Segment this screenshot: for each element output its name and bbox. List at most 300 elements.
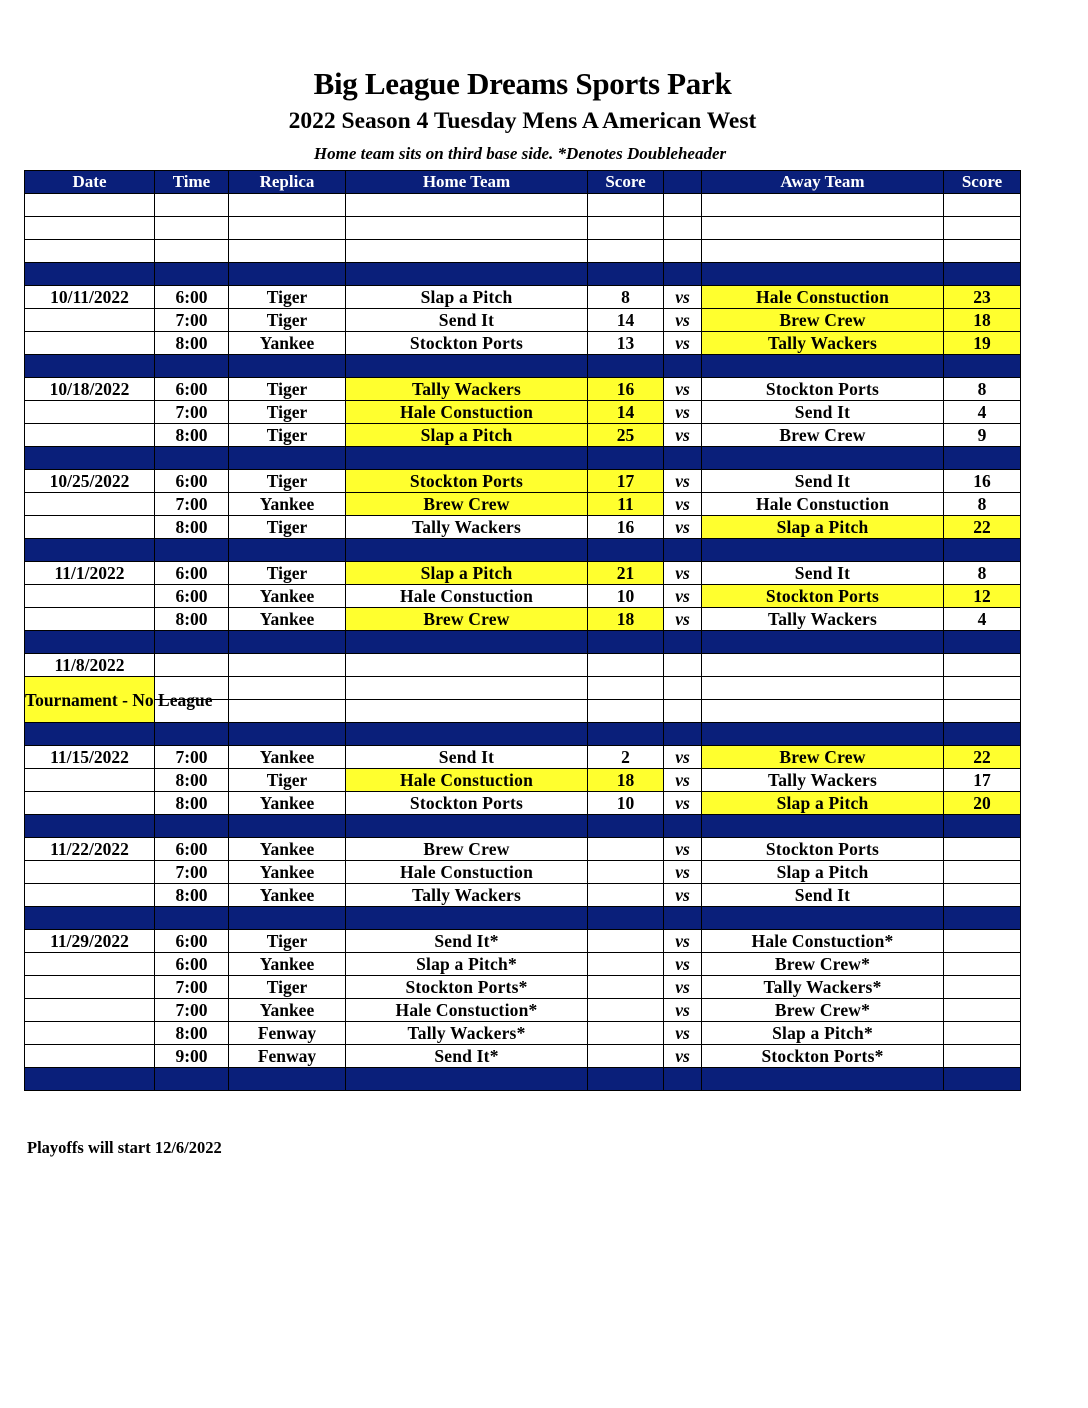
field-cell: Fenway — [229, 1045, 346, 1068]
blank-cell — [346, 700, 588, 723]
home-score-cell: 16 — [588, 516, 664, 539]
blank-cell — [229, 677, 346, 700]
time-cell: 6:00 — [155, 930, 229, 953]
blank-cell — [155, 240, 229, 263]
away-team-cell: Brew Crew — [702, 309, 944, 332]
home-score-cell — [588, 999, 664, 1022]
blank-cell — [588, 194, 664, 217]
separator-cell — [155, 631, 229, 654]
date-cell: 10/11/2022 — [25, 286, 155, 309]
game-row — [25, 516, 1021, 539]
separator-cell — [155, 907, 229, 930]
separator-cell — [702, 263, 944, 286]
separator-cell — [664, 631, 702, 654]
vs-cell: vs — [664, 516, 702, 539]
field-cell: Tiger — [229, 309, 346, 332]
vs-cell: vs — [664, 493, 702, 516]
separator-cell — [588, 355, 664, 378]
separator-cell — [588, 631, 664, 654]
separator-cell — [588, 815, 664, 838]
separator-row — [25, 723, 1021, 746]
away-score-cell: 4 — [944, 608, 1021, 631]
blank-cell — [664, 240, 702, 263]
separator-cell — [702, 815, 944, 838]
schedule-note: Home team sits on third base side. *Denotes Doubleheader — [313, 144, 727, 163]
field-cell: Yankee — [229, 585, 346, 608]
game-row — [25, 493, 1021, 516]
field-cell: Tiger — [229, 976, 346, 999]
separator-cell — [346, 907, 588, 930]
separator-cell — [155, 723, 229, 746]
away-score-cell: 9 — [944, 424, 1021, 447]
separator-row — [25, 539, 1021, 562]
home-team-cell: Stockton Ports — [346, 792, 588, 815]
away-score-cell — [944, 930, 1021, 953]
blank-cell — [702, 700, 944, 723]
separator-cell — [25, 631, 155, 654]
separator-cell — [588, 447, 664, 470]
vs-cell: vs — [664, 470, 702, 493]
field-cell: Tiger — [229, 424, 346, 447]
date-cell: 11/22/2022 — [25, 838, 155, 861]
separator-cell — [664, 815, 702, 838]
separator-cell — [229, 1068, 346, 1091]
home-team-cell: Send It* — [346, 1045, 588, 1068]
separator-cell — [346, 1068, 588, 1091]
col-away-score: Score — [944, 171, 1021, 194]
blank-cell — [944, 240, 1021, 263]
blank-row — [25, 240, 1021, 263]
away-score-cell: 8 — [944, 378, 1021, 401]
home-team-cell: Tally Wackers — [346, 516, 588, 539]
time-cell: 7:00 — [155, 401, 229, 424]
field-cell: Tiger — [229, 769, 346, 792]
blank-cell — [664, 677, 702, 700]
home-score-cell: 14 — [588, 309, 664, 332]
date-cell — [25, 401, 155, 424]
separator-cell — [25, 355, 155, 378]
away-team-cell: Tally Wackers — [702, 769, 944, 792]
away-team-cell: Slap a Pitch — [702, 861, 944, 884]
separator-cell — [346, 263, 588, 286]
blank-cell — [346, 217, 588, 240]
vs-cell: vs — [664, 309, 702, 332]
field-cell: Tiger — [229, 286, 346, 309]
away-score-cell: 20 — [944, 792, 1021, 815]
home-score-cell: 11 — [588, 493, 664, 516]
vs-cell: vs — [664, 930, 702, 953]
away-team-cell: Brew Crew* — [702, 999, 944, 1022]
away-score-cell: 16 — [944, 470, 1021, 493]
game-row — [25, 930, 1021, 953]
blank-row — [25, 194, 1021, 217]
game-row — [25, 470, 1021, 493]
blank-cell — [346, 240, 588, 263]
home-score-cell: 10 — [588, 792, 664, 815]
vs-cell: vs — [664, 976, 702, 999]
blank-cell — [229, 654, 346, 677]
away-score-cell: 22 — [944, 516, 1021, 539]
separator-row — [25, 631, 1021, 654]
blank-cell — [588, 700, 664, 723]
field-cell: Tiger — [229, 470, 346, 493]
separator-cell — [664, 447, 702, 470]
away-team-cell: Stockton Ports — [702, 585, 944, 608]
separator-cell — [346, 447, 588, 470]
separator-cell — [702, 631, 944, 654]
col-vs — [664, 171, 702, 194]
time-cell: 6:00 — [155, 953, 229, 976]
game-row — [25, 861, 1021, 884]
separator-cell — [702, 1068, 944, 1091]
away-score-cell: 23 — [944, 286, 1021, 309]
field-cell: Tiger — [229, 930, 346, 953]
tournament-row — [25, 677, 1021, 700]
date-cell — [25, 424, 155, 447]
separator-cell — [944, 815, 1021, 838]
game-row — [25, 562, 1021, 585]
separator-cell — [229, 815, 346, 838]
vs-cell: vs — [664, 838, 702, 861]
home-team-cell: Send It* — [346, 930, 588, 953]
date-cell — [25, 861, 155, 884]
separator-cell — [664, 907, 702, 930]
home-team-cell: Slap a Pitch — [346, 562, 588, 585]
blank-cell — [664, 217, 702, 240]
time-cell: 9:00 — [155, 1045, 229, 1068]
separator-cell — [25, 1068, 155, 1091]
blank-cell — [702, 217, 944, 240]
blank-cell — [346, 654, 588, 677]
vs-cell: vs — [664, 585, 702, 608]
blank-cell — [702, 677, 944, 700]
separator-row — [25, 263, 1021, 286]
home-team-cell: Stockton Ports — [346, 332, 588, 355]
vs-cell: vs — [664, 1045, 702, 1068]
time-cell: 6:00 — [155, 378, 229, 401]
date-cell: 10/18/2022 — [25, 378, 155, 401]
separator-cell — [664, 1068, 702, 1091]
away-team-cell: Send It — [702, 470, 944, 493]
date-cell — [25, 1022, 155, 1045]
away-team-cell: Brew Crew* — [702, 953, 944, 976]
header-row — [25, 171, 1021, 194]
blank-cell — [155, 654, 229, 677]
blank-cell — [944, 677, 1021, 700]
away-team-cell: Slap a Pitch — [702, 792, 944, 815]
away-score-cell: 4 — [944, 401, 1021, 424]
date-cell — [25, 769, 155, 792]
home-score-cell — [588, 838, 664, 861]
date-cell: 11/1/2022 — [25, 562, 155, 585]
field-cell: Yankee — [229, 792, 346, 815]
vs-cell: vs — [664, 562, 702, 585]
separator-cell — [229, 355, 346, 378]
separator-cell — [155, 355, 229, 378]
time-cell: 7:00 — [155, 976, 229, 999]
game-row — [25, 424, 1021, 447]
date-cell: 11/15/2022 — [25, 746, 155, 769]
page-title: Big League Dreams Sports Park — [313, 66, 732, 101]
away-score-cell: 18 — [944, 309, 1021, 332]
home-team-cell: Slap a Pitch — [346, 286, 588, 309]
home-team-cell: Slap a Pitch — [346, 424, 588, 447]
date-cell: 11/8/2022 — [25, 654, 155, 677]
home-score-cell — [588, 930, 664, 953]
separator-cell — [346, 355, 588, 378]
time-cell: 8:00 — [155, 608, 229, 631]
away-team-cell: Hale Constuction* — [702, 930, 944, 953]
vs-cell: vs — [664, 424, 702, 447]
separator-cell — [588, 263, 664, 286]
home-score-cell — [588, 861, 664, 884]
separator-cell — [346, 539, 588, 562]
field-cell: Yankee — [229, 608, 346, 631]
separator-cell — [664, 355, 702, 378]
game-row — [25, 608, 1021, 631]
page-subtitle: 2022 Season 4 Tuesday Mens A American West — [288, 108, 757, 134]
time-cell: 8:00 — [155, 1022, 229, 1045]
vs-cell: vs — [664, 401, 702, 424]
blank-cell — [588, 677, 664, 700]
home-score-cell: 10 — [588, 585, 664, 608]
separator-row — [25, 815, 1021, 838]
home-team-cell: Hale Constuction — [346, 585, 588, 608]
separator-cell — [229, 447, 346, 470]
blank-cell — [702, 194, 944, 217]
away-team-cell: Send It — [702, 562, 944, 585]
game-row — [25, 769, 1021, 792]
date-cell: 11/29/2022 — [25, 930, 155, 953]
away-score-cell: 17 — [944, 769, 1021, 792]
separator-cell — [346, 631, 588, 654]
separator-row — [25, 355, 1021, 378]
home-score-cell — [588, 976, 664, 999]
date-cell — [25, 953, 155, 976]
home-team-cell: Hale Constuction — [346, 769, 588, 792]
separator-cell — [944, 539, 1021, 562]
time-cell: 8:00 — [155, 332, 229, 355]
separator-cell — [25, 907, 155, 930]
time-cell: 7:00 — [155, 861, 229, 884]
blank-cell — [229, 700, 346, 723]
date-cell — [25, 585, 155, 608]
separator-cell — [664, 263, 702, 286]
blank-cell — [155, 194, 229, 217]
time-cell: 8:00 — [155, 792, 229, 815]
field-cell: Yankee — [229, 953, 346, 976]
home-score-cell — [588, 884, 664, 907]
date-cell — [25, 976, 155, 999]
home-team-cell: Brew Crew — [346, 608, 588, 631]
away-score-cell — [944, 884, 1021, 907]
blank-cell — [944, 217, 1021, 240]
separator-cell — [229, 263, 346, 286]
game-row — [25, 792, 1021, 815]
blank-cell — [664, 654, 702, 677]
away-team-cell: Send It — [702, 401, 944, 424]
separator-cell — [155, 447, 229, 470]
separator-cell — [944, 723, 1021, 746]
away-score-cell — [944, 1022, 1021, 1045]
home-score-cell: 14 — [588, 401, 664, 424]
separator-cell — [944, 355, 1021, 378]
separator-cell — [155, 815, 229, 838]
blank-cell — [346, 194, 588, 217]
blank-cell — [25, 194, 155, 217]
blank-cell — [664, 194, 702, 217]
home-score-cell: 17 — [588, 470, 664, 493]
blank-cell — [702, 240, 944, 263]
date-cell — [25, 309, 155, 332]
time-cell: 8:00 — [155, 769, 229, 792]
separator-cell — [229, 723, 346, 746]
col-date: Date — [25, 171, 155, 194]
time-cell: 7:00 — [155, 309, 229, 332]
field-cell: Yankee — [229, 884, 346, 907]
home-team-cell: Slap a Pitch* — [346, 953, 588, 976]
separator-cell — [944, 631, 1021, 654]
separator-cell — [25, 723, 155, 746]
date-cell — [25, 999, 155, 1022]
separator-cell — [155, 539, 229, 562]
col-home-score: Score — [588, 171, 664, 194]
col-away-team: Away Team — [702, 171, 944, 194]
field-cell: Yankee — [229, 838, 346, 861]
blank-cell — [229, 240, 346, 263]
separator-cell — [25, 815, 155, 838]
away-team-cell: Send It — [702, 884, 944, 907]
separator-cell — [588, 723, 664, 746]
home-score-cell: 18 — [588, 769, 664, 792]
vs-cell: vs — [664, 953, 702, 976]
separator-row — [25, 907, 1021, 930]
blank-cell — [588, 654, 664, 677]
game-row — [25, 1022, 1021, 1045]
vs-cell: vs — [664, 746, 702, 769]
separator-cell — [229, 539, 346, 562]
home-score-cell: 18 — [588, 608, 664, 631]
game-row — [25, 401, 1021, 424]
date-cell — [25, 516, 155, 539]
game-row — [25, 309, 1021, 332]
time-cell: 8:00 — [155, 884, 229, 907]
blank-cell — [702, 654, 944, 677]
separator-cell — [944, 447, 1021, 470]
home-score-cell — [588, 1045, 664, 1068]
vs-cell: vs — [664, 769, 702, 792]
field-cell: Tiger — [229, 401, 346, 424]
blank-cell — [346, 677, 588, 700]
blank-cell — [155, 217, 229, 240]
away-team-cell: Brew Crew — [702, 746, 944, 769]
date-cell — [25, 1045, 155, 1068]
blank-cell — [944, 654, 1021, 677]
tournament-row — [25, 654, 1021, 677]
time-cell: 8:00 — [155, 516, 229, 539]
separator-cell — [702, 447, 944, 470]
away-score-cell — [944, 953, 1021, 976]
game-row — [25, 746, 1021, 769]
field-cell: Tiger — [229, 516, 346, 539]
separator-cell — [229, 907, 346, 930]
separator-cell — [702, 907, 944, 930]
game-row — [25, 976, 1021, 999]
home-team-cell: Brew Crew — [346, 838, 588, 861]
separator-cell — [944, 907, 1021, 930]
away-score-cell — [944, 861, 1021, 884]
separator-cell — [664, 723, 702, 746]
away-score-cell: 19 — [944, 332, 1021, 355]
game-row — [25, 332, 1021, 355]
vs-cell: vs — [664, 884, 702, 907]
time-cell: 7:00 — [155, 746, 229, 769]
field-cell: Tiger — [229, 562, 346, 585]
blank-cell — [664, 700, 702, 723]
away-team-cell: Hale Constuction — [702, 493, 944, 516]
home-team-cell: Hale Constuction* — [346, 999, 588, 1022]
vs-cell: vs — [664, 332, 702, 355]
vs-cell: vs — [664, 286, 702, 309]
away-score-cell: 12 — [944, 585, 1021, 608]
time-cell: 6:00 — [155, 470, 229, 493]
time-cell: 6:00 — [155, 838, 229, 861]
field-cell: Yankee — [229, 999, 346, 1022]
vs-cell: vs — [664, 999, 702, 1022]
home-team-cell: Stockton Ports* — [346, 976, 588, 999]
home-team-cell: Hale Constuction — [346, 861, 588, 884]
home-team-cell: Tally Wackers* — [346, 1022, 588, 1045]
blank-cell — [944, 700, 1021, 723]
time-cell: 7:00 — [155, 999, 229, 1022]
home-score-cell: 8 — [588, 286, 664, 309]
blank-cell — [25, 240, 155, 263]
tournament-label: Tournament - No League — [25, 677, 155, 723]
away-score-cell — [944, 1045, 1021, 1068]
away-team-cell: Stockton Ports — [702, 838, 944, 861]
blank-cell — [229, 194, 346, 217]
home-score-cell — [588, 1022, 664, 1045]
away-team-cell: Hale Constuction — [702, 286, 944, 309]
away-team-cell: Slap a Pitch* — [702, 1022, 944, 1045]
separator-cell — [25, 263, 155, 286]
game-row — [25, 884, 1021, 907]
separator-cell — [25, 447, 155, 470]
date-cell — [25, 792, 155, 815]
separator-cell — [346, 723, 588, 746]
away-team-cell: Slap a Pitch — [702, 516, 944, 539]
schedule-table — [24, 170, 1021, 1091]
home-team-cell: Tally Wackers — [346, 378, 588, 401]
separator-cell — [702, 723, 944, 746]
separator-row — [25, 447, 1021, 470]
field-cell: Yankee — [229, 332, 346, 355]
vs-cell: vs — [664, 608, 702, 631]
away-team-cell: Stockton Ports — [702, 378, 944, 401]
separator-cell — [588, 539, 664, 562]
date-cell — [25, 332, 155, 355]
home-team-cell: Tally Wackers — [346, 884, 588, 907]
home-score-cell: 25 — [588, 424, 664, 447]
away-team-cell: Stockton Ports* — [702, 1045, 944, 1068]
separator-cell — [229, 631, 346, 654]
field-cell: Yankee — [229, 493, 346, 516]
game-row — [25, 953, 1021, 976]
time-cell: 6:00 — [155, 286, 229, 309]
home-score-cell: 13 — [588, 332, 664, 355]
separator-cell — [25, 539, 155, 562]
home-score-cell: 16 — [588, 378, 664, 401]
